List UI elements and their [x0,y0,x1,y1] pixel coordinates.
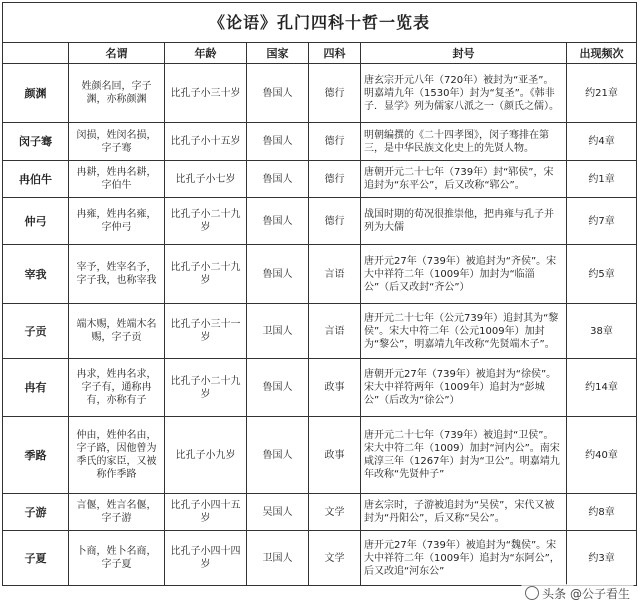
disciple-frequency: 约21章 [567,64,637,123]
watermark-logo-icon [525,586,539,600]
table-title: 《论语》孔门四科十哲一览表 [3,3,637,43]
disciple-age: 比孔子小九岁 [165,417,247,494]
disciple-country: 吴国人 [247,494,309,531]
disciple-frequency: 约5章 [567,245,637,304]
disciple-titles: 唐开元二十七年（公元739年）追封其为“黎侯”。宋大中符二年（公元1009年）加封为“黎公”，明嘉靖九年改称“先贤端木子”。 [361,304,567,359]
disciple-age: 比孔子小七岁 [165,161,247,198]
disciple-alias: 端木赐，姓端木名赐，字子贡 [69,304,165,359]
disciple-frequency: 约14章 [567,359,637,417]
disciple-alias: 卜商，姓卜名商，字子夏 [69,531,165,586]
table-row [3,245,637,304]
disciple-subject: 政事 [309,417,361,494]
disciple-frequency: 约40章 [567,417,637,494]
disciple-frequency: 约7章 [567,198,637,245]
disciple-name: 颜渊 [3,64,69,123]
disciple-age: 比孔子小二十九岁 [165,359,247,417]
disciple-age: 比孔子小二十九岁 [165,245,247,304]
disciple-country: 鲁国人 [247,359,309,417]
disciple-subject: 政事 [309,359,361,417]
header-titles: 封号 [361,43,567,64]
disciple-titles: 唐玄宗时，子游被追封为“吴侯”，宋代又被封为“丹阳公”，后又称“吴公”。 [361,494,567,531]
disciple-age: 比孔子小三十岁 [165,64,247,123]
disciple-name: 冉有 [3,359,69,417]
disciple-country: 鲁国人 [247,64,309,123]
disciple-frequency: 约4章 [567,123,637,161]
disciple-titles: 唐开元27年（739年）被追封为“齐侯”。宋大中祥符二年（1009年）加封为“临淄公”（后又改封“齐公”） [361,245,567,304]
disciple-name: 子游 [3,494,69,531]
disciple-subject: 言语 [309,304,361,359]
disciple-name: 仲弓 [3,198,69,245]
header-alias: 名谓 [69,43,165,64]
disciple-alias: 闵损，姓闵名损，字子骞 [69,123,165,161]
disciple-age: 比孔子小三十一岁 [165,304,247,359]
disciple-name: 闵子骞 [3,123,69,161]
disciple-country: 鲁国人 [247,417,309,494]
disciple-frequency: 38章 [567,304,637,359]
header-country: 国家 [247,43,309,64]
disciple-subject: 文学 [309,494,361,531]
disciple-country: 鲁国人 [247,123,309,161]
header-frequency: 出现频次 [567,43,637,64]
disciple-name: 宰我 [3,245,69,304]
table-row [3,64,637,123]
header-subject: 四科 [309,43,361,64]
header-row [3,43,637,64]
disciple-alias: 仲由，姓仲名由，字子路，因他曾为季氏的家臣，又被称作季路 [69,417,165,494]
disciple-frequency: 约1章 [567,161,637,198]
disciple-titles: 唐开元二十七年（739年）被追封“卫侯”。宋大中符二年（1009）加封“河内公”。南宋咸淳三年（1267年）封为“卫公”。明嘉靖九年改称“先贤仲子” [361,417,567,494]
ten-disciples-table [2,2,637,586]
disciple-name: 子夏 [3,531,69,586]
disciple-country: 鲁国人 [247,198,309,245]
disciple-subject: 言语 [309,245,361,304]
watermark-text: 头条 @公子看生 [542,587,630,601]
header-name [3,43,69,64]
disciple-titles: 唐朝开元二十七年（739年）封“郓侯”，宋追封为“东平公”，后又改称“郓公”。 [361,161,567,198]
table-row [3,359,637,417]
disciple-titles: 战国时期的荀况很推崇他，把冉雍与孔子并列为大儒 [361,198,567,245]
disciple-country: 鲁国人 [247,245,309,304]
disciple-subject: 德行 [309,123,361,161]
watermark [521,584,634,603]
disciple-alias: 冉求，姓冉名求，字子有，通称冉有，亦称有子 [69,359,165,417]
table-row [3,417,637,494]
table-row [3,494,637,531]
disciple-frequency: 约3章 [567,531,637,586]
table-row [3,123,637,161]
disciple-alias: 冉耕，姓冉名耕，字伯牛 [69,161,165,198]
disciple-alias: 姓颜名回，字子渊，亦称颜渊 [69,64,165,123]
disciple-subject: 德行 [309,64,361,123]
disciple-country: 卫国人 [247,531,309,586]
disciple-age: 比孔子小四十四岁 [165,531,247,586]
disciple-titles: 唐玄宗开元八年（720年）被封为“亚圣”。明嘉靖九年（1530年）封为“复圣”。《韩非子．显学》列为儒家八派之一（颜氏之儒）。 [361,64,567,123]
header-age: 年龄 [165,43,247,64]
disciple-titles: 唐朝开元27年（739年）被追封为“徐侯”。宋大中祥符两年（1009年）追封为“彭城公”（后改为“徐公”） [361,359,567,417]
disciple-age: 比孔子小四十五岁 [165,494,247,531]
table-row [3,161,637,198]
disciple-titles: 唐开元27年（739年）被追封为“魏侯”。宋大中祥符二年（1009年）追封为“东阿公”，后又改追“河东公” [361,531,567,586]
disciple-alias: 宰予，姓宰名予，字子我，也称宰我 [69,245,165,304]
disciple-subject: 德行 [309,161,361,198]
disciple-subject: 文学 [309,531,361,586]
disciple-name: 季路 [3,417,69,494]
disciple-age: 比孔子小十五岁 [165,123,247,161]
table-row [3,531,637,586]
disciple-alias: 冉雍，姓冉名雍，字仲弓 [69,198,165,245]
disciple-titles: 明朝编撰的《二十四孝图》，闵子骞排在第三，是中华民族文化史上的先贤人物。 [361,123,567,161]
disciple-name: 冉伯牛 [3,161,69,198]
disciple-subject: 德行 [309,198,361,245]
table-wrapper [2,2,636,586]
table-row [3,304,637,359]
disciple-frequency: 约8章 [567,494,637,531]
disciple-alias: 言偃，姓言名偃，字子游 [69,494,165,531]
disciple-name: 子贡 [3,304,69,359]
disciple-age: 比孔子小二十九岁 [165,198,247,245]
disciple-country: 鲁国人 [247,161,309,198]
table-row [3,198,637,245]
disciple-country: 卫国人 [247,304,309,359]
